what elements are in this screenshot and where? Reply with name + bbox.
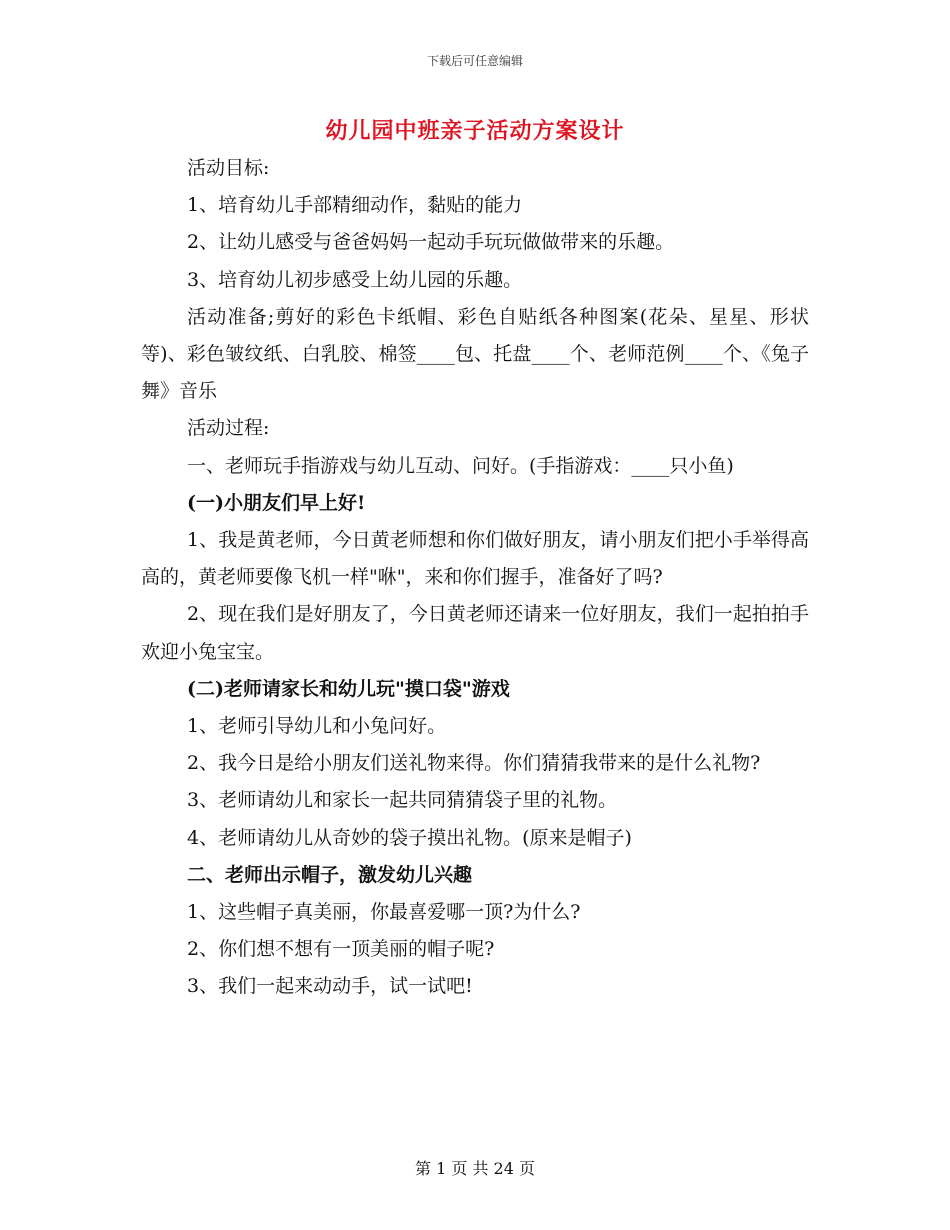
paragraph-part1-item-2: 2、现在我们是好朋友了，今日黄老师还请来一位好朋友，我们一起拍拍手欢迎小兔宝宝。 [141,603,809,663]
page-number-footer: 第 1 页 共 24 页 [415,1159,535,1178]
paragraph-section-one: 一、老师玩手指游戏与幼儿互动、问好。(手指游戏：____只小鱼) [187,454,734,477]
subheading-part-2: (二)老师请家长和幼儿玩"摸口袋"游戏 [187,677,510,700]
paragraph-section2-item-1: 1、这些帽子真美丽，你最喜爱哪一顶?为什么? [187,901,581,924]
document-title: 幼儿园中班亲子活动方案设计 [325,118,625,144]
paragraph-goal-2: 2、让幼儿感受与爸爸妈妈一起动手玩玩做做带来的乐趣。 [187,231,675,254]
paragraph-process-heading: 活动过程: [187,417,270,440]
paragraph-preparation: 活动准备;剪好的彩色卡纸帽、彩色自贴纸各种图案(花朵、星星、形状等)、彩色皱纹纸、白乳胶、棉签____包、托盘____个、老师范例____个、《兔子舞》音乐 [141,305,809,403]
subheading-section-two: 二、老师出示帽子，激发幼儿兴趣 [187,863,473,886]
paragraph-goal-1: 1、培育幼儿手部精细动作，黏贴的能力 [187,194,523,217]
subheading-part-1: (一)小朋友们早上好! [187,491,366,514]
paragraph-section2-item-3: 3、我们一起来动动手，试一试吧! [187,975,473,998]
paragraph-goal-3: 3、培育幼儿初步感受上幼儿园的乐趣。 [187,268,523,291]
paragraph-part2-item-1: 1、老师引导幼儿和小兔问好。 [187,715,447,738]
paragraph-part2-item-2: 2、我今日是给小朋友们送礼物来得。你们猜猜我带来的是什么礼物? [187,752,761,775]
header-note: 下载后可任意编辑 [426,54,523,68]
paragraph-part1-item-1: 1、我是黄老师，今日黄老师想和你们做好朋友，请小朋友们把小手举得高高的，黄老师要像飞机一样"咻"，来和你们握手，准备好了吗? [141,529,809,589]
document-body [141,150,809,1006]
paragraph-part2-item-4: 4、老师请幼儿从奇妙的袋子摸出礼物。(原来是帽子) [187,826,632,849]
paragraph-part2-item-3: 3、老师请幼儿和家长一起共同猜猜袋子里的礼物。 [187,789,618,812]
paragraph-goals-heading: 活动目标: [187,157,270,179]
paragraph-section2-item-2: 2、你们想不想有一顶美丽的帽子呢? [187,938,495,961]
